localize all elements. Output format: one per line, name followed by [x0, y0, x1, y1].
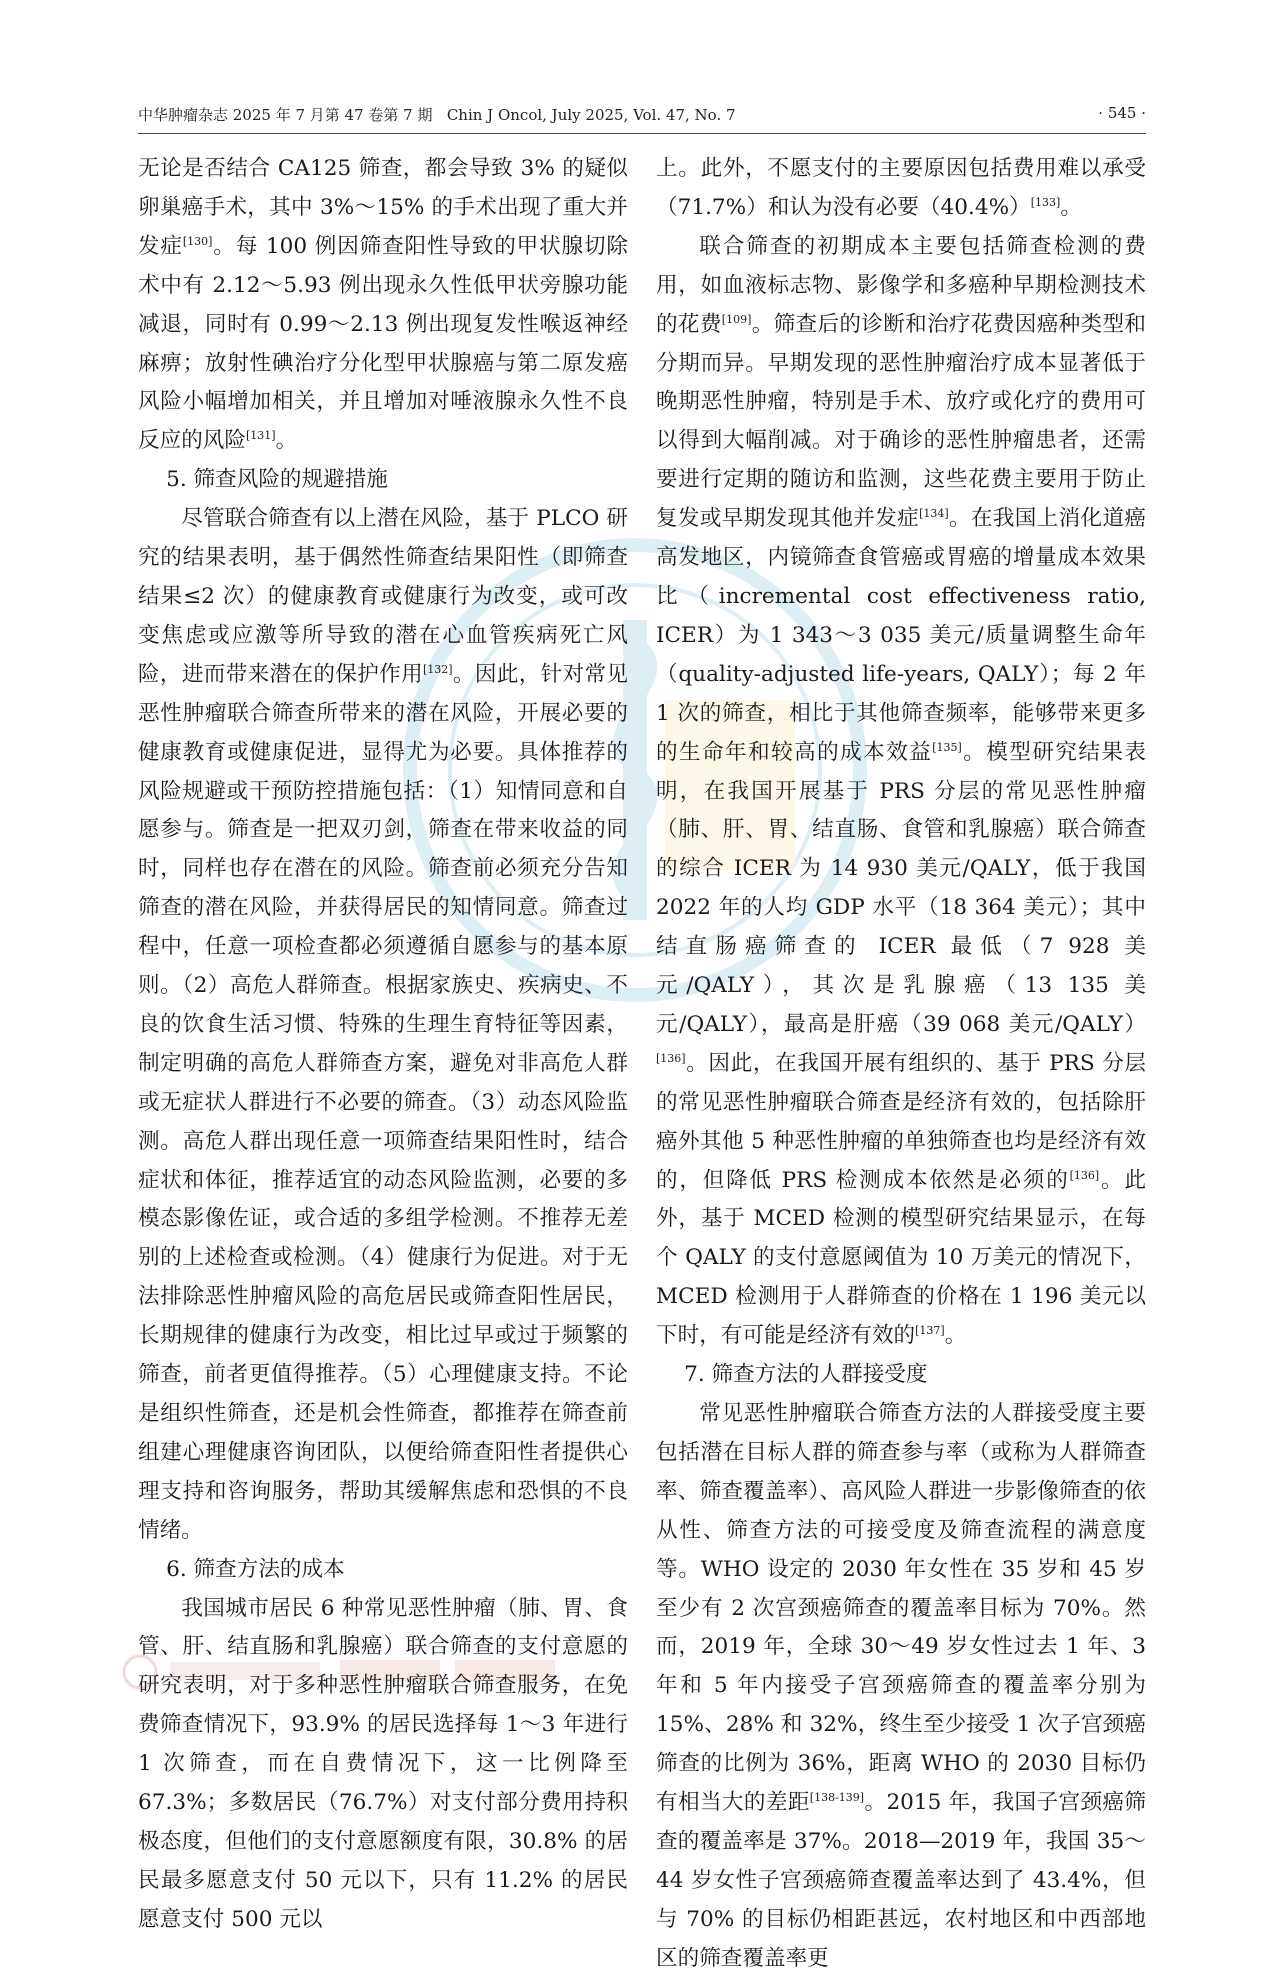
citation-109: [109]: [721, 312, 752, 326]
citation-137: [137]: [915, 1324, 945, 1337]
header-rule: [138, 133, 1146, 134]
right-column: [656, 150, 1146, 1971]
journal-name: 中华肿瘤杂志 2025 年 7 月第 47 卷第 7 期: [138, 106, 433, 124]
running-header: [138, 104, 1146, 134]
paragraph-risk-avoidance: 尽管联合筛查有以上潜在风险，基于 PLCO 研究的结果表明，基于偶然性筛查结果阳性（即筛查结果≤2 次）的健康教育或健康行为改变，或可改变焦虑或应激等所导致的潜在心血管疾病死亡风险，进而带来潜在的保护作用[132]。因此，针对常见恶性肿瘤联合筛查所带来的潜在风险，开展必要的健康教育或健康促进，显得尤为必要。具体推荐的风险规避或干预防控措施包括：（1）知情同意和自愿参与。筛查是一把双刃剑，筛查在带来收益的同时，同样也存在潜在的风险。筛查前必须充分告知筛查的潜在风险，并获得居民的知情同意。筛查过程中，任意一项检查都必须遵循自愿参与的基本原则。（2）高危人群筛查。根据家族史、疾病史、不良的饮食生活习惯、特殊的生理生育特征等因素，制定明确的高危人群筛查方案，避免对非高危人群或无症状人群进行不必要的筛查。（3）动态风险监测。高危人群出现任意一项筛查结果阳性时，结合症状和体征，推荐适宜的动态风险监测，必要的多模态影像佐证，或合适的多组学检测。不推荐无差别的上述检查或检测。（4）健康行为促进。对于无法排除恶性肿瘤风险的高危居民或筛查阳性居民，长期规律的健康行为改变，相比过早或过于频繁的筛查，前者更值得推荐。（5）心理健康支持。不论是组织性筛查，还是机会性筛查，都推荐在筛查前组建心理健康咨询团队，以便给筛查阳性者提供心理支持和咨询服务，帮助其缓解焦虑和恐惧的不良情绪。: [138, 506, 628, 1543]
paragraph-initial-costs: 联合筛查的初期成本主要包括筛查检测的费用，如血液标志物、影像学和多癌种早期检测技术的花费[109]。筛查后的诊断和治疗花费因癌种类型和分期而异。早期发现的恶性肿瘤治疗成本显著低于晚期恶性肿瘤，特别是手术、放疗或化疗的费用可以得到大幅削减。对于确诊的恶性肿瘤患者，还需要进行定期的随访和监测，这些花费主要用于防止复发或早期发现其他并发症[134]。在我国上消化道癌高发地区，内镜筛查食管癌或胃癌的增量成本效果比（incremental cost effectiveness ratio, ICER）为 1 343～3 035 美元/质量调整生命年（quality-adjusted life-years, QALY）；每 2 年 1 次的筛查，相比于其他筛查频率，能够带来更多的生命年和较高的成本效益[135]。模型研究结果表明，在我国开展基于 PRS 分层的常见恶性肿瘤（肺、肝、胃、结直肠、食管和乳腺癌）联合筛查的综合 ICER 为 14 930 美元/QALY，低于我国 2022 年的人均 GDP 水平（18 364 美元）；其中结直肠癌筛查的 ICER 最低（7 928 美元/QALY），其次是乳腺癌（13 135 美元/QALY），最高是肝癌（39 068 美元/QALY）[136]。因此，在我国开展有组织的、基于 PRS 分层的常见恶性肿瘤联合筛查是经济有效的，包括除肝癌外其他 5 种恶性肿瘤的单独筛查也均是经济有效的，但降低 PRS 检测成本依然是必须的[136]。此外，基于 MCED 检测的模型研究结果显示，在每个 QALY 的支付意愿阈值为 10 万美元的情况下，MCED 检测用于人群筛查的价格在 1 196 美元以下时，有可能是经济有效的[137]。: [656, 233, 1146, 1349]
section-heading-risk-avoidance: 5. 筛查风险的规避措施: [166, 467, 388, 493]
citation-131: [131]: [245, 429, 276, 443]
paragraph-willingness-to-pay: 我国城市居民 6 种常见恶性肿瘤（肺、胃、食管、肝、结直肠和乳腺癌）联合筛查的支付意愿的研究表明，对于多种恶性肿瘤联合筛查服务，在免费筛查情况下，93.9% 的居民选择每 1～3 年进行 1 次筛查，而在自费情况下，这一比例降至 67.3%；多数居民（76.7%）对支付部分费用持积极态度，但他们的支付意愿额度有限，30.8% 的居民最多愿意支付 50 元以下，只有 11.2% 的居民愿意支付 500 元以: [138, 1595, 628, 1932]
citation-133: [133]: [1030, 195, 1061, 209]
citation-134: [134]: [919, 506, 949, 520]
citation-136: [136]: [656, 1051, 686, 1065]
citation-130: [130]: [182, 234, 213, 248]
journal-name-en: Chin J Oncol, July 2025, Vol. 47, No. 7: [446, 106, 736, 124]
citation-132: [132]: [423, 662, 453, 676]
paragraph-acceptance: 常见恶性肿瘤联合筛查方法的人群接受度主要包括潜在目标人群的筛查参与率（或称为人群筛查率、筛查覆盖率）、高风险人群进一步影像筛查的依从性、筛查方法的可接受度及筛查流程的满意度等。WHO 设定的 2030 年女性在 35 岁和 45 岁至少有 2 次宫颈癌筛查的覆盖率目标为 70%。然而，2019 年，全球 30～49 岁女性过去 1 年、3 年和 5 年内接受子宫颈癌筛查的覆盖率分别为 15%、28% 和 32%，终生至少接受 1 次子宫颈癌筛查的比例为 36%，距离 WHO 的 2030 目标仍有相当大的差距[138-139]。2015 年，我国子宫颈癌筛查的覆盖率是 37%。2018—2019 年，我国 35～44 岁女性子宫颈癌筛查覆盖率达到了 43.4%，但与 70% 的目标仍相距甚远，农村地区和中西部地区的筛查覆盖率更: [656, 1401, 1146, 1971]
page-number: · 545 ·: [1098, 104, 1146, 122]
left-column: [138, 150, 628, 1932]
journal-citation: [138, 104, 736, 125]
citation-135: [135]: [932, 740, 962, 754]
citation-138-139: [138-139]: [809, 1790, 865, 1804]
paragraph-reasons: 上。此外，不愿支付的主要原因包括费用难以承受（71.7%）和认为没有必要（40.4%）[133]。: [656, 156, 1146, 220]
section-heading-acceptance: 7. 筛查方法的人群接受度: [684, 1362, 928, 1388]
paragraph-complications: 无论是否结合 CA125 筛查，都会导致 3% 的疑似卵巢癌手术，其中 3%～15% 的手术出现了重大并发症[130]。每 100 例因筛查阳性导致的甲状腺切除术中有 2.12～5.93 例出现永久性低甲状旁腺功能减退，同时有 0.99～2.13 例出现复发性喉返神经麻痹；放射性碘治疗分化型甲状腺癌与第二原发癌风险小幅增加相关，并且增加对唾液腺永久性不良反应的风险[131]。: [138, 156, 628, 454]
citation-136b: [136]: [1069, 1168, 1100, 1182]
section-heading-cost: 6. 筛查方法的成本: [166, 1556, 345, 1582]
